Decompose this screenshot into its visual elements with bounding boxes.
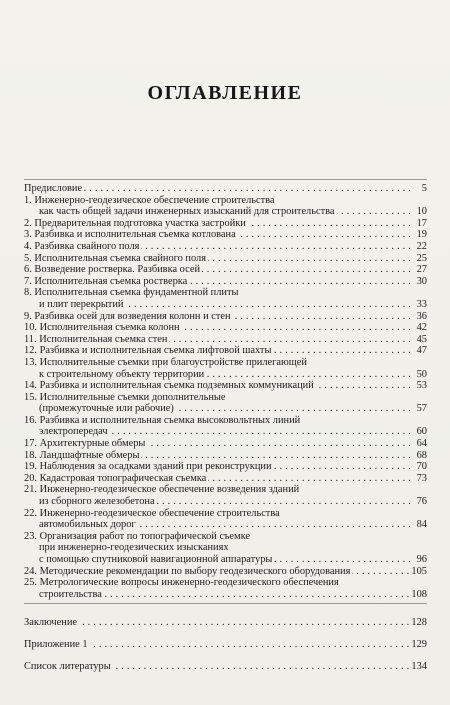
toc-leader-dots (141, 241, 411, 253)
toc-entry (24, 380, 427, 392)
toc-page-number: 30 (416, 275, 427, 287)
top-rule (24, 179, 427, 180)
toc-entry-line (24, 287, 427, 299)
toc-page-number: 10 (416, 206, 427, 218)
toc-entry (24, 241, 427, 253)
toc-leader-dots (147, 438, 411, 450)
toc-entry-text: автомобильных дорог (39, 519, 136, 531)
toc-entry-text: при инженерно-геодезических изысканиях (39, 542, 229, 554)
table-of-contents (24, 176, 427, 672)
toc-entry (24, 661, 427, 673)
toc-entry-text: и плит перекрытий (39, 298, 124, 310)
toc-entry (24, 218, 427, 230)
toc-page-number: 25 (416, 252, 427, 264)
toc-page-number: 33 (416, 298, 427, 310)
toc-page-number: 84 (416, 519, 427, 531)
toc-leader-dots (274, 554, 411, 566)
bottom-rule (24, 603, 427, 604)
toc-entry-text: 9. Разбивка осей для возведения колонн и стен (24, 310, 231, 322)
toc-entry (24, 311, 427, 323)
toc-entry-text: 12. Разбивка и исполнительная съемка лифтовой шахты (24, 345, 272, 357)
toc-page-number: 47 (416, 345, 427, 357)
toc-page-number: 60 (416, 426, 427, 438)
toc-entry-text: 23. Организация работ по топографической съемке (24, 530, 251, 542)
toc-entry (24, 617, 427, 629)
toc-entry-line (24, 577, 427, 589)
toc-page-number: 105 (411, 565, 427, 577)
toc-entry-text: 14. Разбивка и исполнительная съемка подземных коммуникаций (24, 380, 314, 392)
toc-entry (24, 253, 427, 265)
toc-entry-text: 15. Исполнительные съемки дополнительные (24, 391, 226, 403)
toc-entry (24, 299, 427, 311)
toc-leader-dots (113, 661, 410, 673)
toc-entry-line (24, 542, 427, 554)
toc-entry (24, 264, 427, 276)
toc-page-number: 76 (416, 496, 427, 508)
toc-page-number: 42 (416, 322, 427, 334)
toc-entry (24, 369, 427, 381)
toc-leader-dots (169, 334, 411, 346)
toc-page-number: 19 (416, 229, 427, 241)
toc-entry-line (24, 357, 427, 369)
toc-page-number: 53 (416, 380, 427, 392)
toc-entry-text: 5. Исполнительная съемка свайного поля (24, 252, 207, 264)
toc-entry (24, 450, 427, 462)
toc-leader-dots (104, 589, 410, 601)
toc-leader-dots (189, 276, 411, 288)
toc-entry (24, 589, 427, 601)
toc-entry-text: 8. Исполнительная съемка фундаментной плиты (24, 287, 239, 299)
toc-leader-dots (352, 566, 409, 578)
toc-entry-text: Список литературы (24, 660, 111, 672)
toc-leader-dots (141, 450, 411, 462)
toc-page-number: 128 (411, 617, 427, 629)
toc-entry (24, 566, 427, 578)
toc-leader-dots (79, 617, 409, 629)
toc-leader-dots (274, 461, 411, 473)
toc-entry-text: (промежуточные или рабочие) (39, 403, 174, 415)
toc-entry-line (24, 392, 427, 404)
toc-entry (24, 473, 427, 485)
toc-entry-text: 4. Разбивка свайного поля (24, 240, 140, 252)
toc-page-number: 129 (411, 638, 427, 650)
toc-entry-text: электропередач (39, 426, 108, 438)
toc-page-number: 96 (416, 554, 427, 565)
toc-entry (24, 554, 427, 566)
toc-entry-text: Заключение (24, 617, 77, 629)
toc-entry-line (24, 508, 427, 520)
toc-entry (24, 426, 427, 438)
toc-page-number: 27 (416, 264, 427, 276)
toc-page-number: 73 (416, 472, 427, 484)
toc-entry-line (24, 415, 427, 427)
spacer (24, 629, 427, 639)
toc-entry (24, 345, 427, 357)
toc-entry (24, 461, 427, 473)
toc-leader-dots (316, 380, 411, 392)
toc-leader-dots (248, 218, 411, 230)
toc-entry (24, 496, 427, 508)
toc-leader-dots (182, 322, 411, 334)
toc-entry-text: с помощью спутниковой навигационной аппаратуры (39, 554, 273, 565)
toc-entry-text: 6. Возведение ростверка. Разбивка осей (24, 264, 201, 276)
toc-page-number: 108 (411, 588, 427, 600)
toc-entry (24, 322, 427, 334)
toc-leader-dots (208, 473, 411, 485)
toc-leader-dots (84, 183, 411, 195)
toc-entry (24, 229, 427, 241)
toc-entry (24, 438, 427, 450)
toc-leader-dots (273, 345, 411, 357)
toc-entry-line (24, 484, 427, 496)
toc-entry-text: к строительному объекту территории (39, 368, 205, 380)
toc-page-number: 70 (416, 461, 427, 473)
toc-leader-dots (206, 369, 411, 381)
toc-leader-dots (110, 426, 411, 438)
toc-page-number: 57 (416, 403, 427, 415)
toc-entry-text: 21. Инженерно-геодезическое обеспечение возведения зданий (24, 484, 300, 496)
toc-entry-text: 24. Методические рекомендации по выбору геодезического оборудования (24, 565, 351, 577)
toc-page-number: 50 (416, 368, 427, 380)
toc-entry-text: Предисловие (24, 183, 83, 194)
toc-leader-dots (90, 639, 410, 651)
toc-leader-dots (238, 229, 411, 241)
toc-entry-text: как часть общей задачи инженерных изысканий для строительства (39, 206, 335, 218)
toc-entry-text: 11. Исполнительная съемка стен (24, 333, 168, 345)
toc-leader-dots (208, 253, 411, 265)
toc-leader-dots (176, 403, 411, 415)
toc-entry-line (24, 531, 427, 543)
toc-page-number: 68 (416, 449, 427, 461)
toc-entry (24, 183, 427, 195)
toc-entry-text: 13. Исполнительные съемки при благоустройстве прилегающей (24, 356, 307, 368)
toc-entry-text: 17. Архитектурные обмеры (24, 438, 146, 450)
spacer (24, 651, 427, 661)
toc-leader-dots (202, 264, 411, 276)
toc-entry-text: строительства (39, 588, 102, 600)
toc-page-number: 22 (416, 240, 427, 252)
toc-entry-text: 25. Метрологические вопросы инженерно-геодезического обеспечения (24, 577, 339, 589)
toc-entry-text: из сборного железобетона (39, 496, 155, 508)
toc-leader-dots (233, 311, 411, 323)
toc-entry (24, 639, 427, 651)
toc-page-number: 64 (416, 438, 427, 450)
toc-entry-text: 10. Исполнительная съемка колонн (24, 322, 180, 334)
toc-entry-text: 22. Инженерно-геодезическое обеспечение строительства (24, 507, 280, 519)
toc-page-number: 45 (416, 333, 427, 345)
toc-entry (24, 276, 427, 288)
toc-entry-text: 7. Исполнительная съемка ростверка (24, 275, 188, 287)
toc-entry (24, 206, 427, 218)
toc-entry (24, 334, 427, 346)
toc-entry-text: 16. Разбивка и исполнительная съемка высоковольтных линий (24, 414, 301, 426)
toc-leader-dots (138, 519, 411, 531)
toc-page-number: 5 (421, 183, 427, 194)
toc-entry (24, 519, 427, 531)
toc-leader-dots (125, 299, 411, 311)
toc-entry-text: 2. Предварительная подготовка участка застройки (24, 217, 246, 229)
toc-page-number: 36 (416, 310, 427, 322)
toc-leader-dots (337, 206, 411, 218)
toc-page-number: 17 (416, 217, 427, 229)
toc-entry-text: 18. Ландшафтные обмеры (24, 449, 140, 461)
toc-entry-text: Приложение 1 (24, 638, 88, 650)
toc-entry-text: 20. Кадастровая топографическая съемка (24, 472, 207, 484)
toc-entry-line (24, 195, 427, 207)
toc-entry-text: 3. Разбивка и исполнительная съемка котлована (24, 229, 236, 241)
toc-entry (24, 403, 427, 415)
toc-entry-text: 19. Наблюдения за осадками зданий при реконструкции (24, 461, 272, 473)
toc-entry-text: 1. Инженерно-геодезическое обеспечение строительства (24, 194, 275, 206)
toc-page-number: 134 (411, 660, 427, 672)
page-title: ОГЛАВЛЕНИЕ (147, 82, 303, 104)
spacer (24, 607, 427, 617)
toc-leader-dots (157, 496, 411, 508)
